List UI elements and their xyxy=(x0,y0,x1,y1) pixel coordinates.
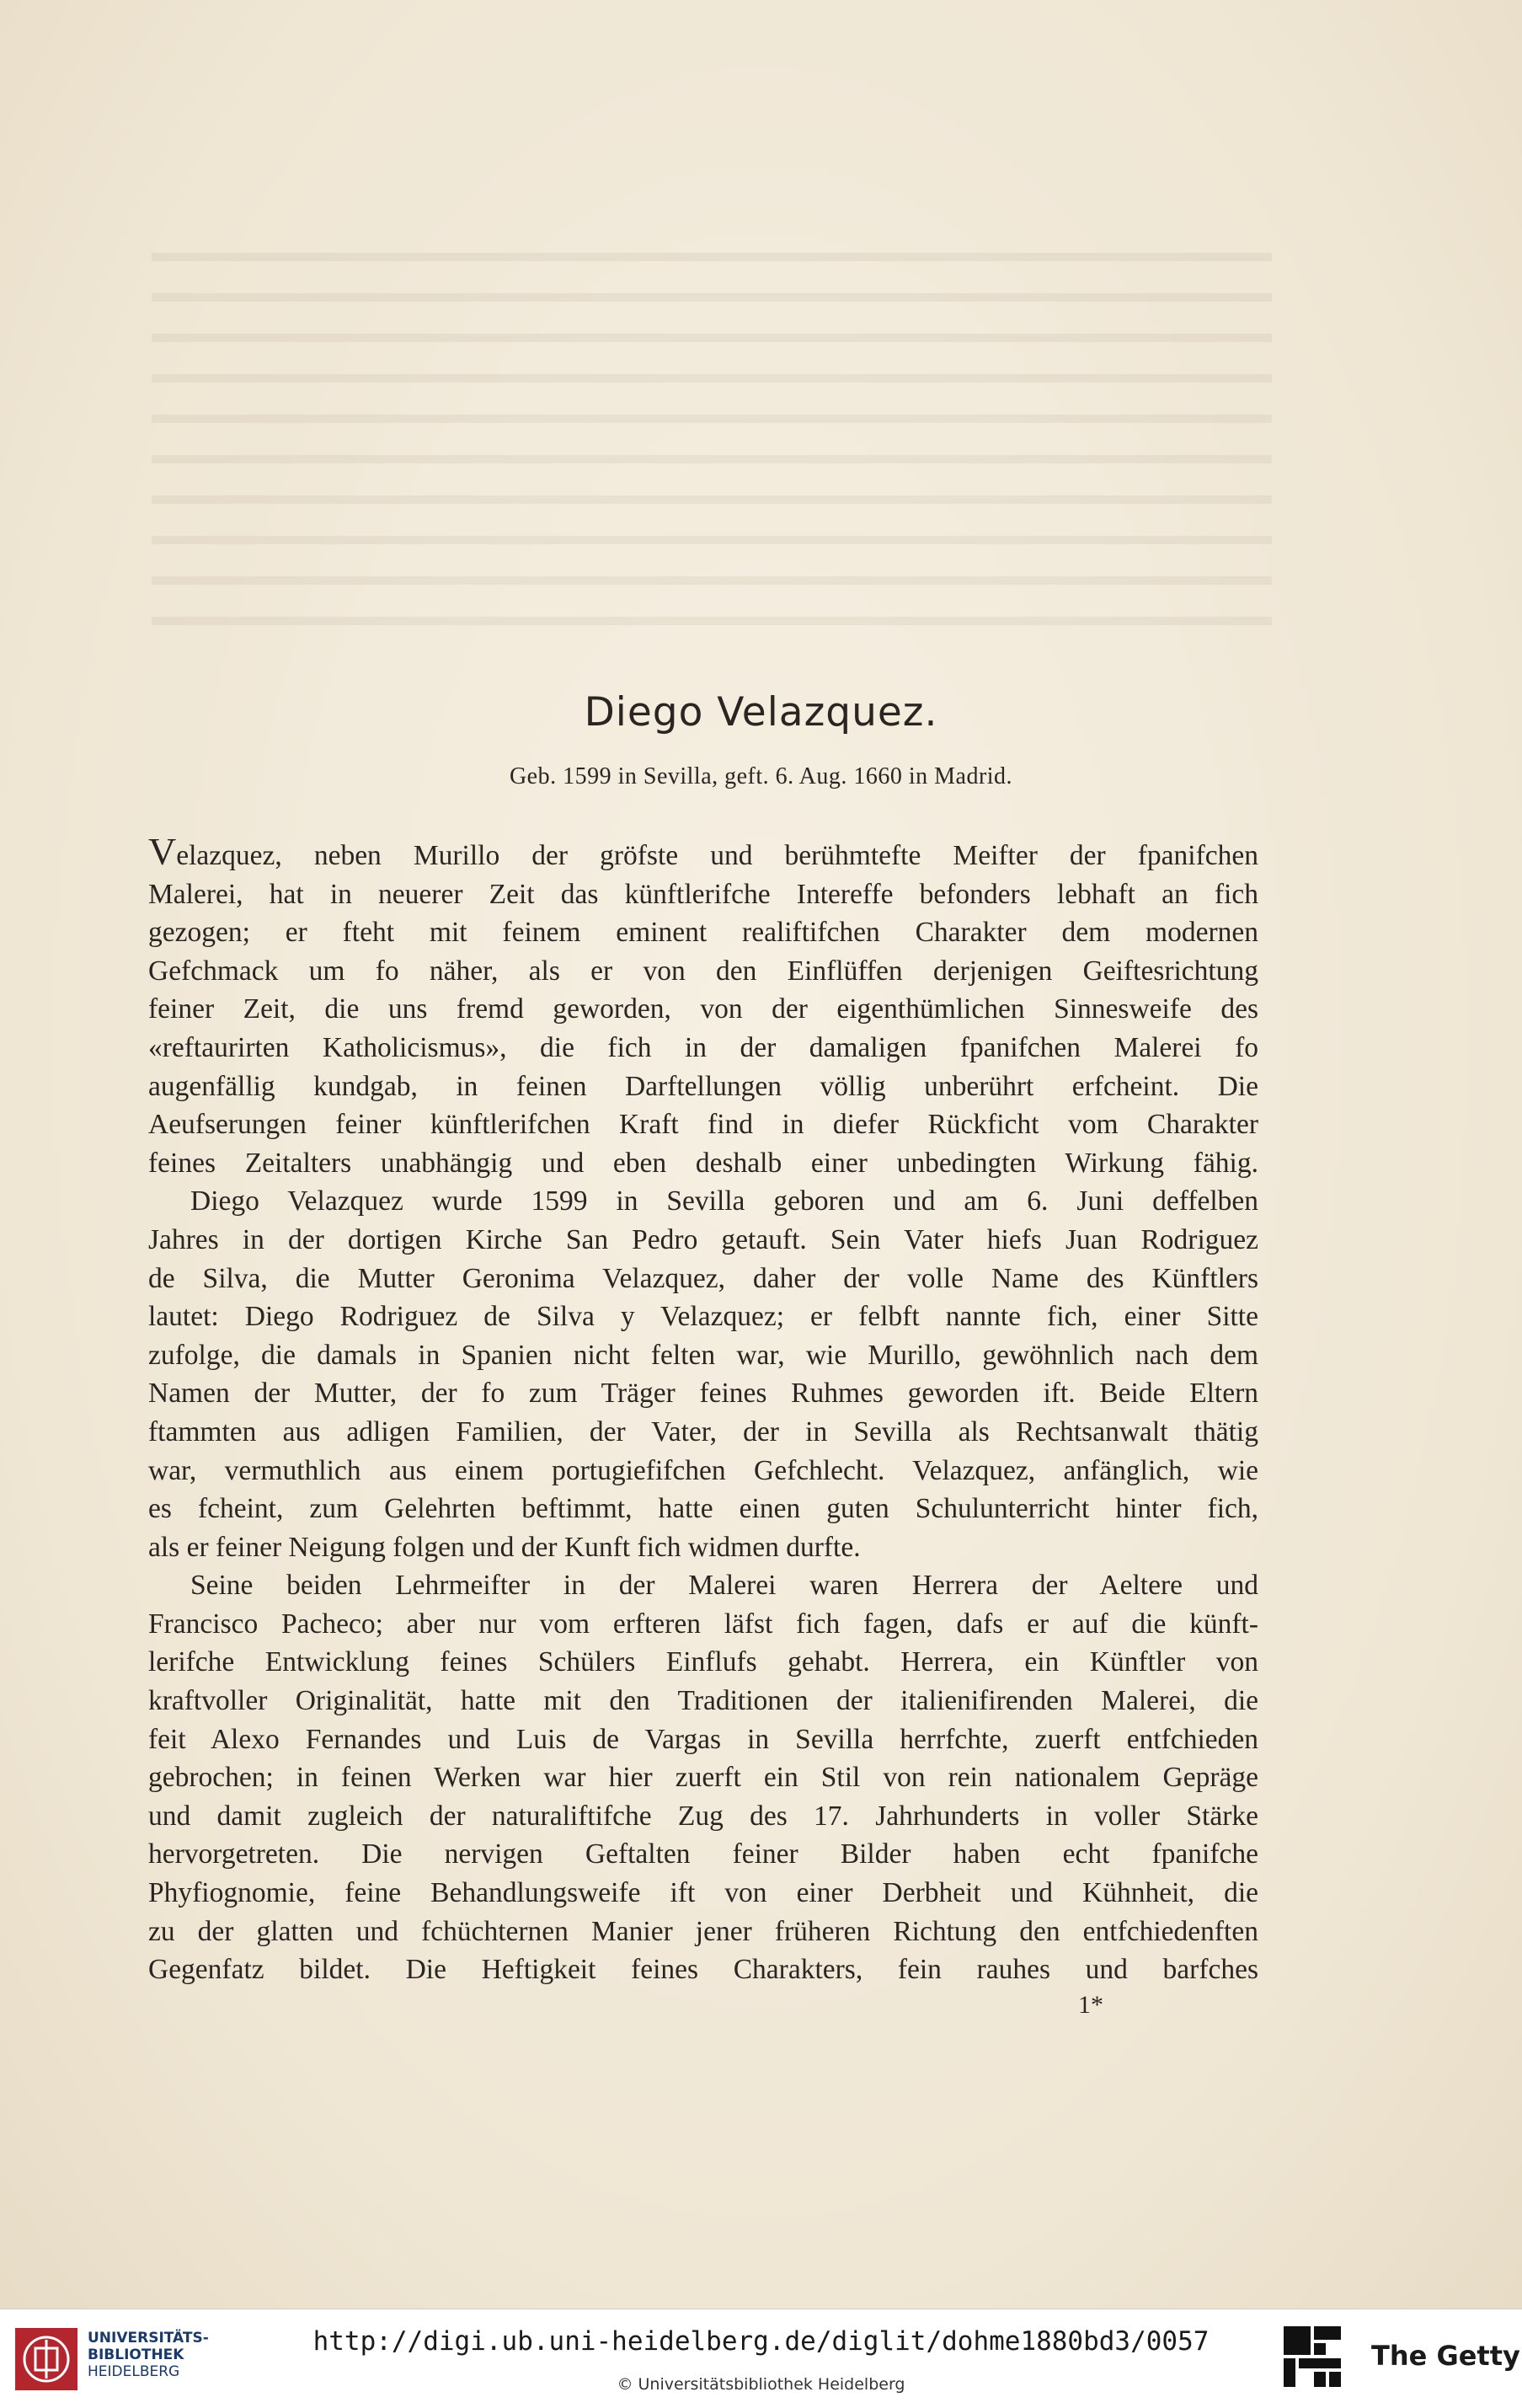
text-line: lerifche Entwicklung feines Schülers Einflufs gehabt. Herrera, ein Künftler von xyxy=(148,1646,1258,1678)
institution-line-2: BIBLIOTHEK xyxy=(88,2346,184,2363)
text-line: gebrochen; in feinen Werken war hier zuerft ein Stil von rein nationalem Gepräge xyxy=(148,1762,1258,1794)
text-line: feines Zeitalters unabhängig und eben deshalb einer unbedingten Wirkung fähig. xyxy=(148,1147,1258,1179)
text-line: Namen der Mutter, der fo zum Träger feines Ruhmes geworden ift. Beide Eltern xyxy=(148,1378,1258,1410)
copyright-notice: © Universitätsbibliothek Heidelberg xyxy=(617,2375,905,2394)
text-line: zu der glatten und fchüchternen Manier jener früheren Richtung den entfchiedenften xyxy=(148,1915,1258,1947)
show-through-text xyxy=(152,253,1272,640)
article-title: Diego Velazquez. xyxy=(584,689,938,736)
text-line: Jahres in der dortigen Kirche San Pedro getauft. Sein Vater hiefs Juan Rodriguez xyxy=(148,1223,1258,1255)
text-line: Gefchmack um fo näher, als er von den Einflüffen derjenigen Geiftesrichtung xyxy=(148,955,1258,987)
text-line: Gegenfatz bildet. Die Heftigkeit feines Charakters, fein rauhes und barfches xyxy=(148,1954,1258,1986)
text-line: Velazquez, neben Murillo der gröfste und berühmtefte Meifter der fpanifchen xyxy=(148,830,1258,873)
text-line: kraftvoller Originalität, hatte mit den Traditionen der italienifirenden Malerei, die xyxy=(148,1685,1258,1717)
text-line: Diego Velazquez wurde 1599 in Sevilla geboren und am 6. Juni deffelben xyxy=(190,1185,1258,1217)
text-line: Phyfiognomie, feine Behandlungsweife ift von einer Derbheit und Kühnheit, die xyxy=(148,1877,1258,1909)
text-line: «reftaurirten Katholicismus», die fich in der damaligen fpanifchen Malerei fo xyxy=(148,1031,1258,1063)
permalink-url[interactable]: http://digi.ub.uni-heidelberg.de/diglit/dohme1880bd3/0057 xyxy=(312,2326,1210,2357)
text-line: Francisco Pacheco; aber nur vom erfteren läfst fich fagen, dafs er auf die künft- xyxy=(148,1608,1258,1640)
text-line: Malerei, hat in neuerer Zeit das künftlerifche Intereffe befonders lebhaft an fich xyxy=(148,878,1258,910)
text-line: war, vermuthlich aus einem portugiefifchen Gefchlecht. Velazquez, anfänglich, wie xyxy=(148,1454,1258,1486)
paragraph-1 xyxy=(148,832,1258,1182)
partner-name: The Getty xyxy=(1371,2340,1520,2372)
institution-line-1: UNIVERSITÄTS- xyxy=(88,2330,209,2346)
text-line: Seine beiden Lehrmeifter in der Malerei waren Herrera der Aeltere und xyxy=(190,1570,1258,1602)
text-line: gezogen; er fteht mit feinem eminent realiftifchen Charakter dem modernen xyxy=(148,917,1258,949)
paragraph-3 xyxy=(148,1566,1258,1989)
text-line: de Silva, die Mutter Geronima Velazquez, daher der volle Name des Künftlers xyxy=(148,1262,1258,1294)
institution-line-3: HEIDELBERG xyxy=(88,2363,180,2380)
text-line: als er feiner Neigung folgen und der Kunft fich widmen durfte. xyxy=(148,1531,861,1563)
getty-logo-icon xyxy=(1280,2323,1344,2390)
text-line: lautet: Diego Rodriguez de Silva y Velazquez; er felbft nannte fich, einer Sitte xyxy=(148,1301,1258,1333)
text-line: feiner Zeit, die uns fremd geworden, von der eigenthümlichen Sinnesweife des xyxy=(148,993,1258,1025)
paragraph-2 xyxy=(148,1182,1258,1566)
text-line: und damit zugleich der naturaliftifche Zug des 17. Jahrhunderts in voller Stärke xyxy=(148,1800,1258,1832)
text-line: Aeufserungen feiner künftlerifchen Kraft find in diefer Rückficht vom Charakter xyxy=(148,1109,1258,1141)
signature-mark: 1* xyxy=(1078,1991,1103,2019)
article-subtitle: Geb. 1599 in Sevilla, geft. 6. Aug. 1660 in Madrid. xyxy=(509,763,1013,789)
text-line: augenfällig kundgab, in feinen Darftellungen völlig unberührt erfcheint. Die xyxy=(148,1070,1258,1102)
text-line: ftammten aus adligen Familien, der Vater, der in Sevilla als Rechtsanwalt thätig xyxy=(148,1415,1258,1447)
text-line: es fcheint, zum Gelehrten beftimmt, hatte einen guten Schulunterricht hinter fich, xyxy=(148,1493,1258,1525)
text-line: feit Alexo Fernandes und Luis de Vargas in Sevilla herrfchte, zuerft entfchieden xyxy=(148,1723,1258,1755)
text-line: hervorgetreten. Die nervigen Geftalten feiner Bilder haben echt fpanifche xyxy=(148,1838,1258,1870)
footer-bar xyxy=(0,2309,1522,2408)
article-body xyxy=(148,832,1258,1989)
text-line: zufolge, die damals in Spanien nicht felten war, wie Murillo, gewöhnlich nach dem xyxy=(148,1339,1258,1371)
